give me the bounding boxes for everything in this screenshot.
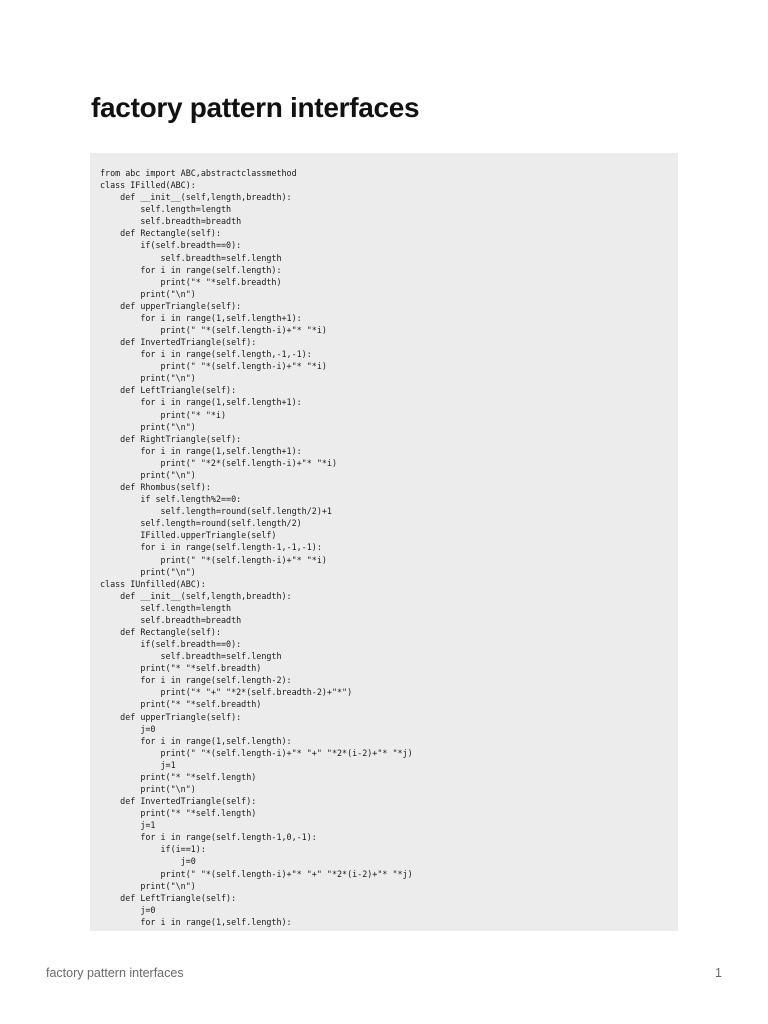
- code-line: print("* "*self.length): [100, 808, 257, 819]
- code-line: def LeftTriangle(self):: [100, 892, 237, 903]
- code-line: for i in range(1,self.length):: [100, 735, 292, 746]
- code-line: j=0: [100, 904, 156, 915]
- code-line: for i in range(self.length-1,0,-1):: [100, 832, 317, 843]
- page-title: factory pattern interfaces: [91, 92, 420, 123]
- code-line: print("* "*self.breadth): [100, 663, 262, 674]
- page-number: 1: [715, 966, 722, 980]
- code-line: print("* "*i): [100, 409, 227, 420]
- code-line: for i in range(1,self.length):: [100, 916, 292, 927]
- footer-title: factory pattern interfaces: [46, 966, 184, 980]
- code-line: def InvertedTriangle(self):: [100, 337, 257, 348]
- code-line: print("* "*self.breadth): [100, 276, 282, 287]
- code-line: for i in range(1,self.length+1):: [100, 445, 302, 456]
- code-line: print("\n"): [100, 469, 196, 480]
- code-line: if(i==1):: [100, 844, 206, 855]
- code-line: print("* "*self.breadth): [100, 699, 262, 710]
- code-line: class IUnfilled(ABC):: [100, 578, 206, 589]
- code-line: self.length=round(self.length/2)+1: [100, 506, 332, 517]
- code-line: print("\n"): [100, 288, 196, 299]
- code-line: for i in range(1,self.length+1):: [100, 312, 302, 323]
- code-line: if self.length%2==0:: [100, 494, 242, 505]
- code-line: j=0: [100, 856, 196, 867]
- code-line: self.length=length: [100, 602, 232, 613]
- code-line: def __init__(self,length,breadth):: [100, 590, 292, 601]
- code-line: print(" "*(self.length-i)+"* "+" "*2*(i-2)+"* "*j): [100, 747, 413, 758]
- code-line: print("* "+" "*2*(self.breadth-2)+"*"): [100, 687, 353, 698]
- code-line: self.breadth=breadth: [100, 216, 242, 227]
- code-line: print("* "*self.length): [100, 771, 257, 782]
- code-line: j=1: [100, 759, 176, 770]
- code-line: for i in range(self.length):: [100, 264, 282, 275]
- code-line: print("\n"): [100, 566, 196, 577]
- code-line: self.breadth=self.length: [100, 252, 282, 263]
- code-line: def Rectangle(self):: [100, 228, 222, 239]
- code-line: from abc import ABC,abstractclassmethod: [100, 168, 297, 178]
- code-line: if(self.breadth==0):: [100, 240, 242, 251]
- code-line: def Rectangle(self):: [100, 626, 222, 637]
- code-line: for i in range(1,self.length+1):: [100, 397, 302, 408]
- code-line: print(" "*(self.length-i)+"* "*i): [100, 361, 327, 372]
- code-line: print("\n"): [100, 880, 196, 891]
- code-line: def upperTriangle(self):: [100, 711, 242, 722]
- code-block: [90, 153, 678, 931]
- code-line: def InvertedTriangle(self):: [100, 796, 257, 807]
- code-line: def upperTriangle(self):: [100, 300, 242, 311]
- code-line: j=0: [100, 723, 156, 734]
- code-line: if(self.breadth==0):: [100, 639, 242, 650]
- code-line: def RightTriangle(self):: [100, 433, 242, 444]
- code-line: def __init__(self,length,breadth):: [100, 192, 292, 203]
- code-line: def LeftTriangle(self):: [100, 385, 237, 396]
- code-line: print("\n"): [100, 783, 196, 794]
- code-line: print(" "*(self.length-i)+"* "+" "*2*(i-2)+"* "*j): [100, 868, 413, 879]
- code-line: IFilled.upperTriangle(self): [100, 530, 277, 541]
- code-line: self.length=round(self.length/2): [100, 518, 302, 529]
- code-line: print("\n"): [100, 373, 196, 384]
- code-line: for i in range(self.length,-1,-1):: [100, 349, 312, 360]
- code-line: print(" "*2*(self.length-i)+"* "*i): [100, 457, 337, 468]
- code-line: self.breadth=self.length: [100, 651, 282, 662]
- code-line: self.length=length: [100, 204, 232, 215]
- code-line: for i in range(self.length-1,-1,-1):: [100, 542, 322, 553]
- code-line: j=1: [100, 820, 156, 831]
- code-line: print("\n"): [100, 421, 196, 432]
- code-line: class IFilled(ABC):: [100, 180, 196, 191]
- code-line: print(" "*(self.length-i)+"* "*i): [100, 325, 327, 336]
- code-line: def Rhombus(self):: [100, 482, 211, 493]
- code-listing: [100, 167, 678, 928]
- code-line: self.breadth=breadth: [100, 614, 242, 625]
- code-line: for i in range(self.length-2):: [100, 675, 292, 686]
- code-line: print(" "*(self.length-i)+"* "*i): [100, 554, 327, 565]
